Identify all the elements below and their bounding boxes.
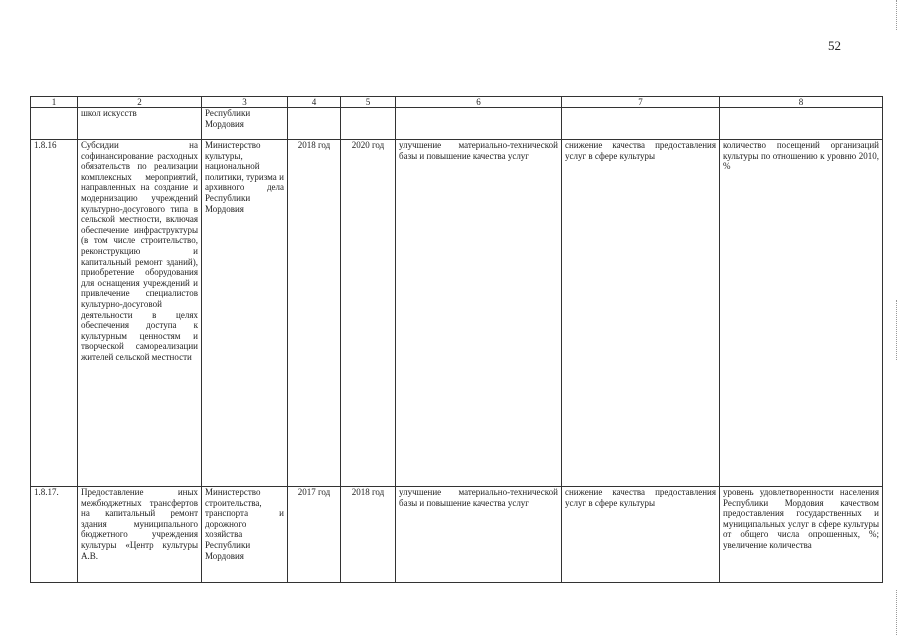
scan-edge-marks [896,300,903,360]
cell-indicator [720,108,883,140]
cell-measure: Субсидии на софинансирование расходных обязательств по реализации комплексных мероприятий, направленных на создание и модернизацию учреждений культурно-досугового типа в сельской местности, включая обеспечение инфраструктуры (в том числе строительство, реконструкцию и капитальный ремонт зданий), приобретение оборудования для оснащения учреждений и привлечение специалистов культурно-досуговой деятельности в целях обеспечения доступа к культурным ценностям и творческой самореализации жителей сельской местности [78,140,202,487]
cell-consequence: снижение качества предоставления услуг в сфере культуры [562,140,720,487]
column-number-row [31,97,883,108]
table-row [31,487,883,583]
scan-edge-marks [896,590,903,635]
cell-indicator: количество посещений организаций культуры по отношению к уровню 2010, % [720,140,883,487]
column-number: 5 [341,97,396,108]
cell-executor: Республики Мордовия [202,108,288,140]
scan-edge-marks [896,0,903,30]
page-number: 52 [828,38,841,53]
column-number: 3 [202,97,288,108]
cell-end: 2018 год [341,487,396,583]
cell-executor: Министерство культуры, национальной политики, туризма и архивного дела Республики Мордовия [202,140,288,487]
cell-number [31,108,78,140]
column-number: 2 [78,97,202,108]
cell-start: 2018 год [288,140,341,487]
cell-measure: школ искусств [78,108,202,140]
column-number: 1 [31,97,78,108]
column-number: 4 [288,97,341,108]
cell-result: улучшение материально-технической базы и повышение качества услуг [396,487,562,583]
cell-number: 1.8.16 [31,140,78,487]
column-number: 8 [720,97,883,108]
table-row [31,140,883,487]
cell-consequence: снижение качества предоставления услуг в сфере культуры [562,487,720,583]
cell-end: 2020 год [341,140,396,487]
cell-number: 1.8.17. [31,487,78,583]
cell-measure: Предоставление иных межбюджетных трансфертов на капитальный ремонт здания муниципального бюджетного учреждения культуры «Центр культуры А.В. [78,487,202,583]
continuation-row [31,108,883,140]
cell-result: улучшение материально-технической базы и повышение качества услуг [396,140,562,487]
cell-start: 2017 год [288,487,341,583]
column-number: 6 [396,97,562,108]
column-number: 7 [562,97,720,108]
cell-executor: Министерство строительства, транспорта и дорожного хозяйства Республики Мордовия [202,487,288,583]
cell-end [341,108,396,140]
cell-consequence [562,108,720,140]
cell-result [396,108,562,140]
measures-table [30,96,883,583]
cell-start [288,108,341,140]
cell-indicator: уровень удовлетворенности населения Республики Мордовия качеством предоставления государственных и муниципальных услуг в сфере культуры от общего числа опрошенных, %; увеличение количества [720,487,883,583]
